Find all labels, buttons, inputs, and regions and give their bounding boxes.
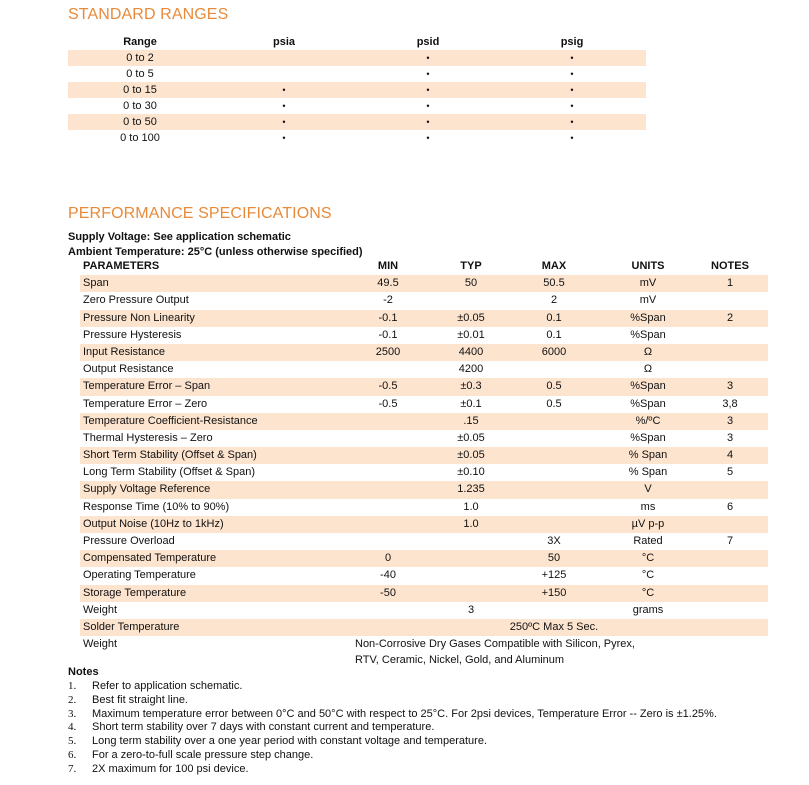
perf-header-min: MIN: [377, 260, 399, 272]
psid-available-dot: •: [426, 69, 430, 79]
perf-units: %/ºC: [635, 414, 661, 427]
ranges-row: [68, 82, 646, 98]
perf-typ: 4200: [458, 363, 484, 376]
perf-units: °C: [641, 552, 655, 565]
perf-notes: 2: [726, 311, 734, 324]
perf-header-row: [80, 258, 768, 275]
perf-min: -40: [380, 569, 396, 582]
perf-notes: 7: [726, 535, 734, 547]
perf-row-solder: [80, 619, 768, 636]
note-number: 4.: [68, 721, 77, 734]
perf-param: Pressure Overload: [83, 535, 175, 547]
ranges-header-range: Range: [123, 36, 157, 48]
perf-param: Input Resistance: [83, 345, 165, 358]
psig-available-dot: •: [570, 117, 574, 127]
note-number: 1.: [68, 680, 77, 692]
psia-available-dot: •: [282, 85, 286, 95]
perf-row: [80, 516, 768, 533]
perf-param: Solder Temperature: [83, 620, 180, 633]
performance-specs-title: PERFORMANCE SPECIFICATIONS: [68, 205, 332, 222]
perf-notes: 3: [726, 380, 734, 393]
perf-units: %Span: [630, 311, 666, 324]
range-value: 0 to 5: [126, 68, 154, 80]
perf-max: 50: [547, 552, 561, 565]
standard-ranges-table: [68, 34, 646, 146]
perf-header-typ: TYP: [460, 260, 482, 272]
perf-typ: ±0.05: [457, 311, 485, 324]
psig-available-dot: •: [570, 53, 574, 63]
perf-param: Pressure Hysteresis: [83, 328, 182, 341]
psia-available-dot: •: [282, 117, 286, 127]
ranges-header-psia: psia: [272, 36, 295, 48]
perf-typ: 1.235: [457, 483, 485, 496]
perf-typ: ±0.01: [457, 328, 485, 341]
psig-available-dot: •: [570, 101, 574, 111]
perf-param: Operating Temperature: [83, 569, 196, 582]
perf-param: Temperature Error – Span: [83, 380, 211, 393]
psid-available-dot: •: [426, 133, 430, 143]
perf-typ: ±0.05: [457, 431, 485, 444]
perf-row: [80, 292, 768, 309]
psig-available-dot: •: [570, 69, 574, 79]
perf-min: 0: [384, 552, 392, 565]
perf-notes: 3: [726, 431, 734, 444]
perf-typ: ±0.1: [460, 397, 482, 410]
perf-max: 0.5: [546, 397, 562, 410]
perf-units: V: [644, 483, 652, 496]
perf-typ: .15: [463, 414, 479, 427]
perf-typ: ±0.10: [457, 466, 485, 479]
note-number: 7.: [68, 762, 77, 775]
perf-row: [80, 327, 768, 344]
perf-row: [80, 533, 768, 550]
perf-param: Temperature Error – Zero: [83, 397, 208, 410]
perf-param: Long Term Stability (Offset & Span): [83, 466, 256, 479]
perf-typ: 1.0: [463, 517, 479, 530]
perf-row: [80, 447, 768, 464]
note-text: Long term stability over a one year period with constant voltage and temperature.: [92, 735, 488, 748]
range-value: 0 to 100: [120, 132, 160, 144]
perf-units: %Span: [630, 397, 666, 410]
perf-param: Storage Temperature: [83, 586, 187, 599]
perf-row: [80, 310, 768, 327]
perf-units: grams: [632, 603, 664, 616]
range-value: 0 to 15: [123, 84, 157, 96]
perf-min: -0.5: [378, 380, 398, 393]
perf-row: [80, 481, 768, 498]
perf-param: Thermal Hysteresis – Zero: [83, 431, 213, 444]
perf-min: -0.1: [378, 328, 398, 341]
perf-max: 2: [550, 294, 558, 307]
perf-header-notes: NOTES: [711, 260, 749, 272]
ranges-header-psid: psid: [416, 36, 440, 48]
perf-row: [80, 396, 768, 413]
perf-units: mV: [639, 277, 657, 290]
solder-temperature-value: 250ºC Max 5 Sec.: [509, 620, 599, 633]
ranges-header-row: [68, 34, 646, 50]
notes-title: Notes: [68, 666, 99, 678]
perf-param: Output Resistance: [83, 363, 174, 376]
perf-param: Output Noise (10Hz to 1kHz): [83, 517, 224, 530]
perf-units: mV: [639, 294, 657, 307]
perf-param: Supply Voltage Reference: [83, 483, 211, 496]
perf-param: Span: [83, 277, 109, 290]
perf-units: Ω: [643, 363, 653, 376]
perf-param: Temperature Coefficient-Resistance: [83, 414, 258, 427]
perf-units: % Span: [628, 466, 668, 479]
note-text: Maximum temperature error between 0°C and 50°C with respect to 25°C. For 2psi devices, Temperature Error -- Zero is ±1.25%.: [92, 707, 717, 720]
perf-row: [80, 550, 768, 567]
perf-max: +150: [541, 586, 567, 599]
psia-available-dot: •: [282, 133, 286, 143]
note-text: Best fit straight line.: [92, 693, 188, 706]
perf-min: 2500: [375, 345, 401, 358]
perf-notes: 3: [726, 414, 734, 427]
perf-max: 0.5: [546, 380, 562, 393]
perf-param: Short Term Stability (Offset & Span): [83, 449, 257, 462]
ranges-row: [68, 130, 646, 146]
perf-min: -0.1: [378, 311, 398, 324]
range-value: 0 to 30: [123, 100, 157, 112]
ranges-row: [68, 50, 646, 66]
supply-voltage-note: Supply Voltage: See application schematic: [68, 231, 291, 243]
ranges-row: [68, 98, 646, 114]
perf-header-parameters: PARAMETERS: [83, 260, 160, 272]
perf-min: -2: [383, 294, 393, 307]
perf-notes: 1: [726, 277, 734, 290]
note-text: For a zero-to-full scale pressure step change.: [92, 748, 314, 761]
note-text: Short term stability over 7 days with constant current and temperature.: [92, 721, 435, 734]
perf-typ: ±0.3: [460, 380, 482, 393]
media-line-1: Non-Corrosive Dry Gases Compatible with Silicon, Pyrex,: [355, 638, 635, 651]
perf-row: [80, 275, 768, 292]
perf-row: [80, 361, 768, 378]
ranges-row: [68, 114, 646, 130]
perf-units: °C: [641, 586, 655, 599]
perf-notes: 4: [726, 449, 734, 462]
psig-available-dot: •: [570, 133, 574, 143]
perf-param: Compensated Temperature: [83, 552, 217, 565]
psia-available-dot: •: [282, 101, 286, 111]
perf-notes: 6: [726, 500, 734, 513]
perf-max: 0.1: [546, 311, 562, 324]
perf-typ: 3: [467, 603, 475, 616]
perf-row: [80, 585, 768, 602]
perf-typ: 4400: [458, 345, 484, 358]
perf-row: [80, 602, 768, 619]
note-number: 5.: [68, 735, 77, 748]
note-text: 2X maximum for 100 psi device.: [92, 762, 249, 775]
perf-row: [80, 430, 768, 447]
perf-units: %Span: [630, 328, 666, 341]
perf-notes: 5: [726, 466, 734, 479]
perf-max: 6000: [541, 345, 567, 358]
perf-row: [80, 378, 768, 395]
range-value: 0 to 50: [123, 116, 157, 128]
psid-available-dot: •: [426, 101, 430, 111]
perf-units: ms: [640, 500, 656, 513]
perf-header-units: UNITS: [631, 260, 665, 272]
perf-typ: 50: [464, 277, 478, 290]
perf-min: 49.5: [377, 277, 399, 290]
ambient-temperature-note: Ambient Temperature: 25°C (unless otherwise specified): [68, 246, 363, 258]
perf-param: Weight: [83, 638, 118, 651]
perf-row: [80, 567, 768, 584]
perf-row: [80, 499, 768, 516]
perf-max: 3X: [547, 535, 561, 547]
psid-available-dot: •: [426, 53, 430, 63]
ranges-header-psig: psig: [560, 36, 584, 48]
perf-units: Rated: [633, 535, 663, 547]
ranges-row: [68, 66, 646, 82]
note-number: 3.: [68, 707, 77, 720]
perf-row: [80, 344, 768, 361]
perf-header-max: MAX: [541, 260, 567, 272]
perf-min: -0.5: [378, 397, 398, 410]
range-value: 0 to 2: [126, 52, 154, 64]
perf-max: +125: [541, 569, 567, 582]
performance-specs-table: [80, 258, 768, 668]
perf-units: % Span: [628, 449, 668, 462]
perf-param: Zero Pressure Output: [83, 294, 189, 307]
perf-units: °C: [641, 569, 655, 582]
perf-units: Ω: [643, 345, 653, 358]
perf-row: [80, 464, 768, 481]
perf-param: Response Time (10% to 90%): [83, 500, 230, 513]
perf-param: Weight: [83, 603, 118, 616]
note-text: Refer to application schematic.: [92, 680, 243, 692]
standard-ranges-title: STANDARD RANGES: [68, 6, 229, 23]
perf-units: µV p-p: [631, 517, 665, 530]
perf-max: 0.1: [546, 328, 562, 341]
psid-available-dot: •: [426, 85, 430, 95]
note-number: 6.: [68, 748, 77, 761]
perf-row-media: [80, 636, 768, 668]
perf-max: 50.5: [543, 277, 565, 290]
perf-row: [80, 413, 768, 430]
psig-available-dot: •: [570, 85, 574, 95]
perf-units: %Span: [630, 380, 666, 393]
psid-available-dot: •: [426, 117, 430, 127]
perf-units: %Span: [630, 431, 666, 444]
perf-param: Pressure Non Linearity: [83, 311, 195, 324]
perf-min: -50: [380, 586, 396, 599]
perf-notes: 3,8: [722, 397, 738, 410]
media-compatibility: [355, 636, 645, 668]
note-number: 2.: [68, 693, 77, 706]
perf-typ: ±0.05: [457, 449, 485, 462]
perf-typ: 1.0: [463, 500, 479, 513]
media-line-2: RTV, Ceramic, Nickel, Gold, and Aluminum: [355, 654, 565, 667]
